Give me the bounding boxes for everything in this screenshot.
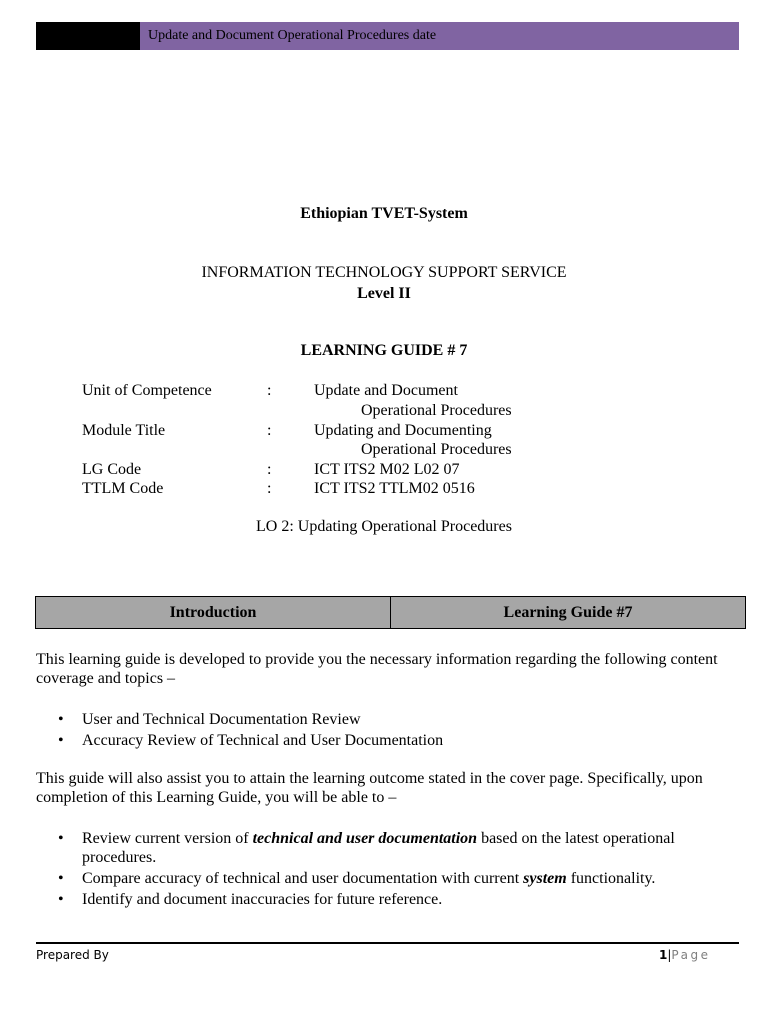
guide-number-cell: Learning Guide #7 — [391, 597, 746, 629]
list-item: • Compare accuracy of technical and user documentation with current system functionality. — [58, 870, 656, 887]
assist-paragraph: This guide will also assist you to attain the learning outcome stated in the cover page. Specifically, upon completion of this Learning Guide, you will be able to – — [36, 770, 703, 806]
field-label-lg-code: LG Code — [82, 461, 142, 478]
field-value-unit-cont: Operational Procedures — [361, 402, 512, 419]
field-value-module-cont: Operational Procedures — [361, 441, 512, 458]
field-colon: : — [267, 422, 272, 439]
page-indicator — [659, 948, 710, 962]
field-value-module: Updating and Documenting — [314, 422, 492, 439]
learning-outcome: LO 2: Updating Operational Procedures — [256, 518, 512, 535]
emphasis: technical and user documentation — [252, 830, 478, 847]
prepared-by: Prepared By — [36, 948, 109, 962]
header-black-block — [36, 22, 140, 50]
system-title: Ethiopian TVET-System — [300, 205, 468, 222]
field-value-ttlm-code: ICT ITS2 TTLM02 0516 — [314, 480, 475, 497]
page-separator: | — [667, 948, 672, 962]
outcomes-list — [36, 829, 746, 911]
list-item: • User and Technical Documentation Review — [58, 711, 361, 728]
bullet: • — [58, 830, 64, 847]
field-colon: : — [267, 382, 272, 399]
field-label-unit: Unit of Competence — [82, 382, 212, 399]
emphasis: system — [523, 870, 567, 887]
intro-cell: Introduction — [36, 597, 391, 629]
guide-title: LEARNING GUIDE # 7 — [300, 342, 468, 359]
header-title: Update and Document Operational Procedures date — [148, 28, 437, 43]
bullet: • — [58, 711, 64, 728]
intro-paragraph: This learning guide is developed to provide you the necessary information regarding the following content coverage and topics – — [36, 651, 718, 687]
field-value-lg-code: ICT ITS2 M02 L02 07 — [314, 461, 460, 478]
field-label-ttlm-code: TTLM Code — [82, 480, 164, 497]
field-value-unit: Update and Document — [314, 382, 458, 399]
intro-table — [35, 596, 746, 629]
bullet: • — [58, 732, 64, 749]
field-colon: : — [267, 461, 272, 478]
field-colon: : — [267, 480, 272, 497]
list-item: • Review current version of technical and user documentation based on the latest operational procedures. — [58, 830, 675, 866]
level-title: Level II — [357, 285, 411, 302]
field-label-module: Module Title — [82, 422, 166, 439]
bullet: • — [58, 870, 64, 887]
topics-list — [36, 710, 746, 752]
page-number: 1 — [659, 948, 668, 962]
header-title-bar — [140, 22, 739, 50]
bullet: • — [58, 891, 64, 908]
list-item: • Identify and document inaccuracies for future reference. — [58, 891, 443, 908]
sector-title: INFORMATION TECHNOLOGY SUPPORT SERVICE — [201, 264, 567, 281]
page-word: Page — [671, 948, 711, 962]
list-item: • Accuracy Review of Technical and User Documentation — [58, 732, 444, 749]
footer-rule — [36, 942, 739, 944]
